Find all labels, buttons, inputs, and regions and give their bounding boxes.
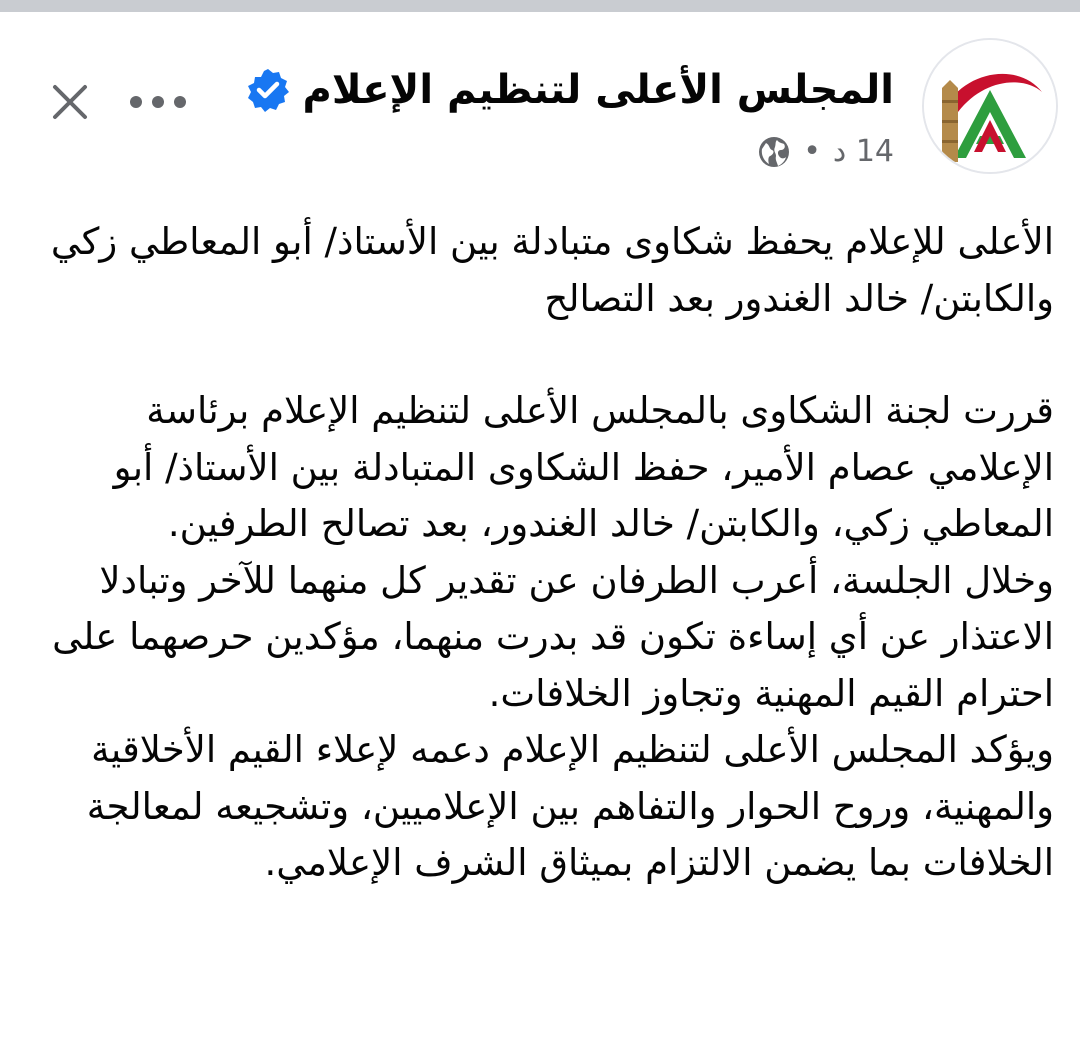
more-options-button[interactable] (124, 76, 192, 128)
close-icon (50, 82, 90, 122)
more-options-icon (128, 94, 188, 110)
feed-divider (0, 0, 1080, 12)
post-meta (757, 130, 894, 174)
post-header-title (245, 62, 894, 118)
post-paragraph: قررت لجنة الشكاوى بالمجلس الأعلى لتنظيم الإعلام برئاسة الإعلامي عصام الأمير، حفظ الشكاوى المتبادلة بين الأستاذ/ أبو المعاطي زكي، والكابتن/ خالد الغندور، بعد تصالح الطرفين. (113, 389, 1054, 545)
page-logo (924, 40, 1056, 172)
post-body (18, 214, 1054, 892)
page-name[interactable]: المجلس الأعلى لتنظيم الإعلام (302, 67, 894, 113)
post-paragraph: وخلال الجلسة، أعرب الطرفان عن تقدير كل منهما للآخر وتبادلا الاعتذار عن أي إساءة تكون قد بدرت منهما، مؤكدين حرصهما على احترام القيم المهنية وتجاوز الخلافات. (52, 558, 1054, 715)
paragraph-gap (18, 327, 1054, 383)
close-button[interactable] (44, 76, 96, 128)
page-avatar[interactable] (922, 38, 1058, 174)
verified-badge-icon (245, 67, 291, 113)
facebook-post (0, 12, 1080, 1038)
post-timestamp[interactable]: 14 د (832, 134, 894, 169)
globe-icon[interactable] (757, 135, 791, 169)
meta-separator: • (803, 134, 821, 169)
post-paragraph: ويؤكد المجلس الأعلى لتنظيم الإعلام دعمه لإعلاء القيم الأخلاقية والمهنية، وروح الحوار والتفاهم بين الإعلاميين، وتشجيعه لمعالجة الخلافات بما يضمن الالتزام بميثاق الشرف الإعلامي. (86, 728, 1054, 884)
post-headline: الأعلى للإعلام يحفظ شكاوى متبادلة بين الأستاذ/ أبو المعاطي زكي والكابتن/ خالد الغندور بعد التصالح (50, 220, 1054, 320)
